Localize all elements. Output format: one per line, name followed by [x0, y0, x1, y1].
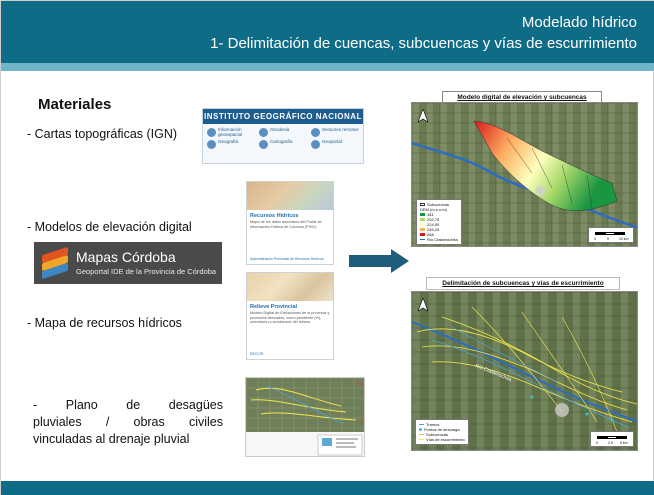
ign-item [311, 127, 359, 137]
materials-heading: Materiales [38, 96, 112, 113]
globe-icon [207, 128, 216, 137]
ign-item [207, 127, 255, 137]
ign-item-label: Sensores remotos [322, 127, 359, 132]
legend-row [420, 237, 458, 242]
elevation-legend [416, 199, 462, 245]
satellite-icon [311, 128, 320, 137]
elevation-map-title: Modelo digital de elevación y subcuencas [442, 91, 602, 104]
drainage-plan-drawing [246, 378, 365, 457]
mapas-cordoba-subtitle: Geoportal IDE de la Provincia de Córdoba [76, 267, 217, 276]
subbasin-map-title: Delimitación de subcuencas y vías de escurrimiento [426, 277, 620, 290]
legend-label: 268 [427, 232, 434, 237]
legend-swatch [420, 223, 425, 227]
scale-bar-box [590, 431, 634, 447]
subbasin-legend [415, 419, 469, 445]
scale-label: 0 [594, 237, 596, 241]
legend-label: Tramos [426, 422, 440, 427]
ign-banner: INSTITUTO GEOGRÁFICO NACIONAL [203, 109, 363, 124]
legend-swatch [420, 218, 425, 222]
legend-swatch [419, 428, 422, 431]
ign-item [207, 139, 255, 149]
scale-label: 10 km [619, 237, 629, 241]
ign-item-label: Geoportal [322, 139, 342, 144]
relief-thumbnail [247, 273, 333, 301]
bullet-topographic-charts: - Cartas topográficas (IGN) [27, 127, 178, 141]
legend-swatch [419, 434, 424, 435]
card-description: Modelo Digital de Elevaciones de la provincia y productos derivados, como pendiente (%), orientación y sombreado del relieve. [250, 311, 330, 324]
legend-label: Río Ctalamochita [427, 237, 458, 242]
water-resources-thumbnail [247, 182, 333, 210]
ign-portal-thumbnail [202, 108, 364, 164]
legend-swatch [420, 228, 425, 232]
scale-label: 5 [607, 237, 609, 241]
slide-subtitle: 1- Delimitación de cuencas, subcuencas y vías de escurrimiento [210, 35, 637, 52]
bullet-water-resources-map: - Mapa de recursos hídricos [27, 316, 182, 330]
legend-label: 181 [427, 212, 434, 217]
north-arrow-icon [418, 298, 428, 312]
legend-label: DEM (m s.n.m) [420, 207, 447, 212]
legend-label: 224,50 [427, 222, 440, 227]
scale-label: 5 km [620, 441, 628, 445]
legend-swatch [420, 239, 425, 240]
bullet-drainage-line-3: vinculadas al drenaje pluvial [33, 432, 190, 446]
ign-item [311, 139, 359, 149]
ign-item-label: Geografía [218, 139, 239, 144]
ign-item [259, 127, 307, 137]
monitor-icon [311, 140, 320, 149]
card-description: Mapa de los datos asociados del Portal de Información Hídrica de Córdoba (PIHC) [250, 220, 322, 229]
slide-title: Modelado hídrico [521, 14, 637, 31]
mapas-cordoba-logo-icon [40, 248, 70, 278]
legend-label: 202,75 [427, 217, 440, 222]
card-link: DECCIR [250, 352, 264, 356]
legend-swatch [419, 424, 424, 425]
legend-label: Subcuencas [427, 202, 450, 207]
bullet-elevation-models: - Modelos de elevación digital [27, 220, 192, 234]
arrow-right-icon [349, 249, 409, 273]
header-bar [1, 1, 654, 63]
bullet-drainage-line-2: pluviales / obras civiles [33, 415, 223, 429]
mapas-cordoba-title: Mapas Córdoba [76, 249, 176, 265]
ign-item [259, 139, 307, 149]
legend-swatch [420, 203, 425, 207]
scale-label: 2,5 [608, 441, 613, 445]
bullet-drainage-plan [33, 397, 223, 448]
legend-label: Subcuencas [426, 432, 449, 437]
relief-card [246, 272, 334, 360]
geodesy-icon [259, 128, 268, 137]
water-resources-card [246, 181, 334, 265]
scale-bar [597, 436, 627, 439]
map-pin-icon [207, 140, 216, 149]
legend-label: 246,25 [427, 227, 440, 232]
scale-label: 0 [596, 441, 598, 445]
river-label: Río Ctalamochita [474, 363, 513, 383]
mapas-cordoba-banner [34, 242, 222, 284]
header-accent-stripe [1, 63, 654, 71]
card-link: Administración Provincial de Recursos Hídricos [250, 257, 324, 261]
legend-swatch [419, 439, 424, 440]
north-arrow-icon [418, 109, 428, 123]
drainage-plan-thumbnail [245, 377, 365, 457]
ign-item-label: Cartografía [270, 139, 293, 144]
legend-swatch [420, 233, 425, 237]
bullet-drainage-line-1: - Plano de desagües [33, 398, 223, 412]
legend-label: Vías de escurrimiento [426, 437, 465, 442]
legend-row [419, 437, 465, 442]
elevation-map [411, 102, 638, 247]
legend-swatch [420, 213, 425, 217]
ign-service-grid [203, 124, 363, 152]
subbasin-map [411, 291, 638, 451]
ign-item-label: Geodesia [270, 127, 290, 132]
scale-bar-box [588, 227, 634, 243]
legend-label: Puntos de descarga [424, 427, 460, 432]
ign-item-label: Información geoespacial [218, 127, 243, 137]
scale-bar [595, 232, 625, 235]
map-icon [259, 140, 268, 149]
footer-bar [1, 481, 654, 495]
card-title: Relieve Provincial [250, 304, 298, 310]
card-title: Recursos Hídricos [250, 213, 299, 219]
